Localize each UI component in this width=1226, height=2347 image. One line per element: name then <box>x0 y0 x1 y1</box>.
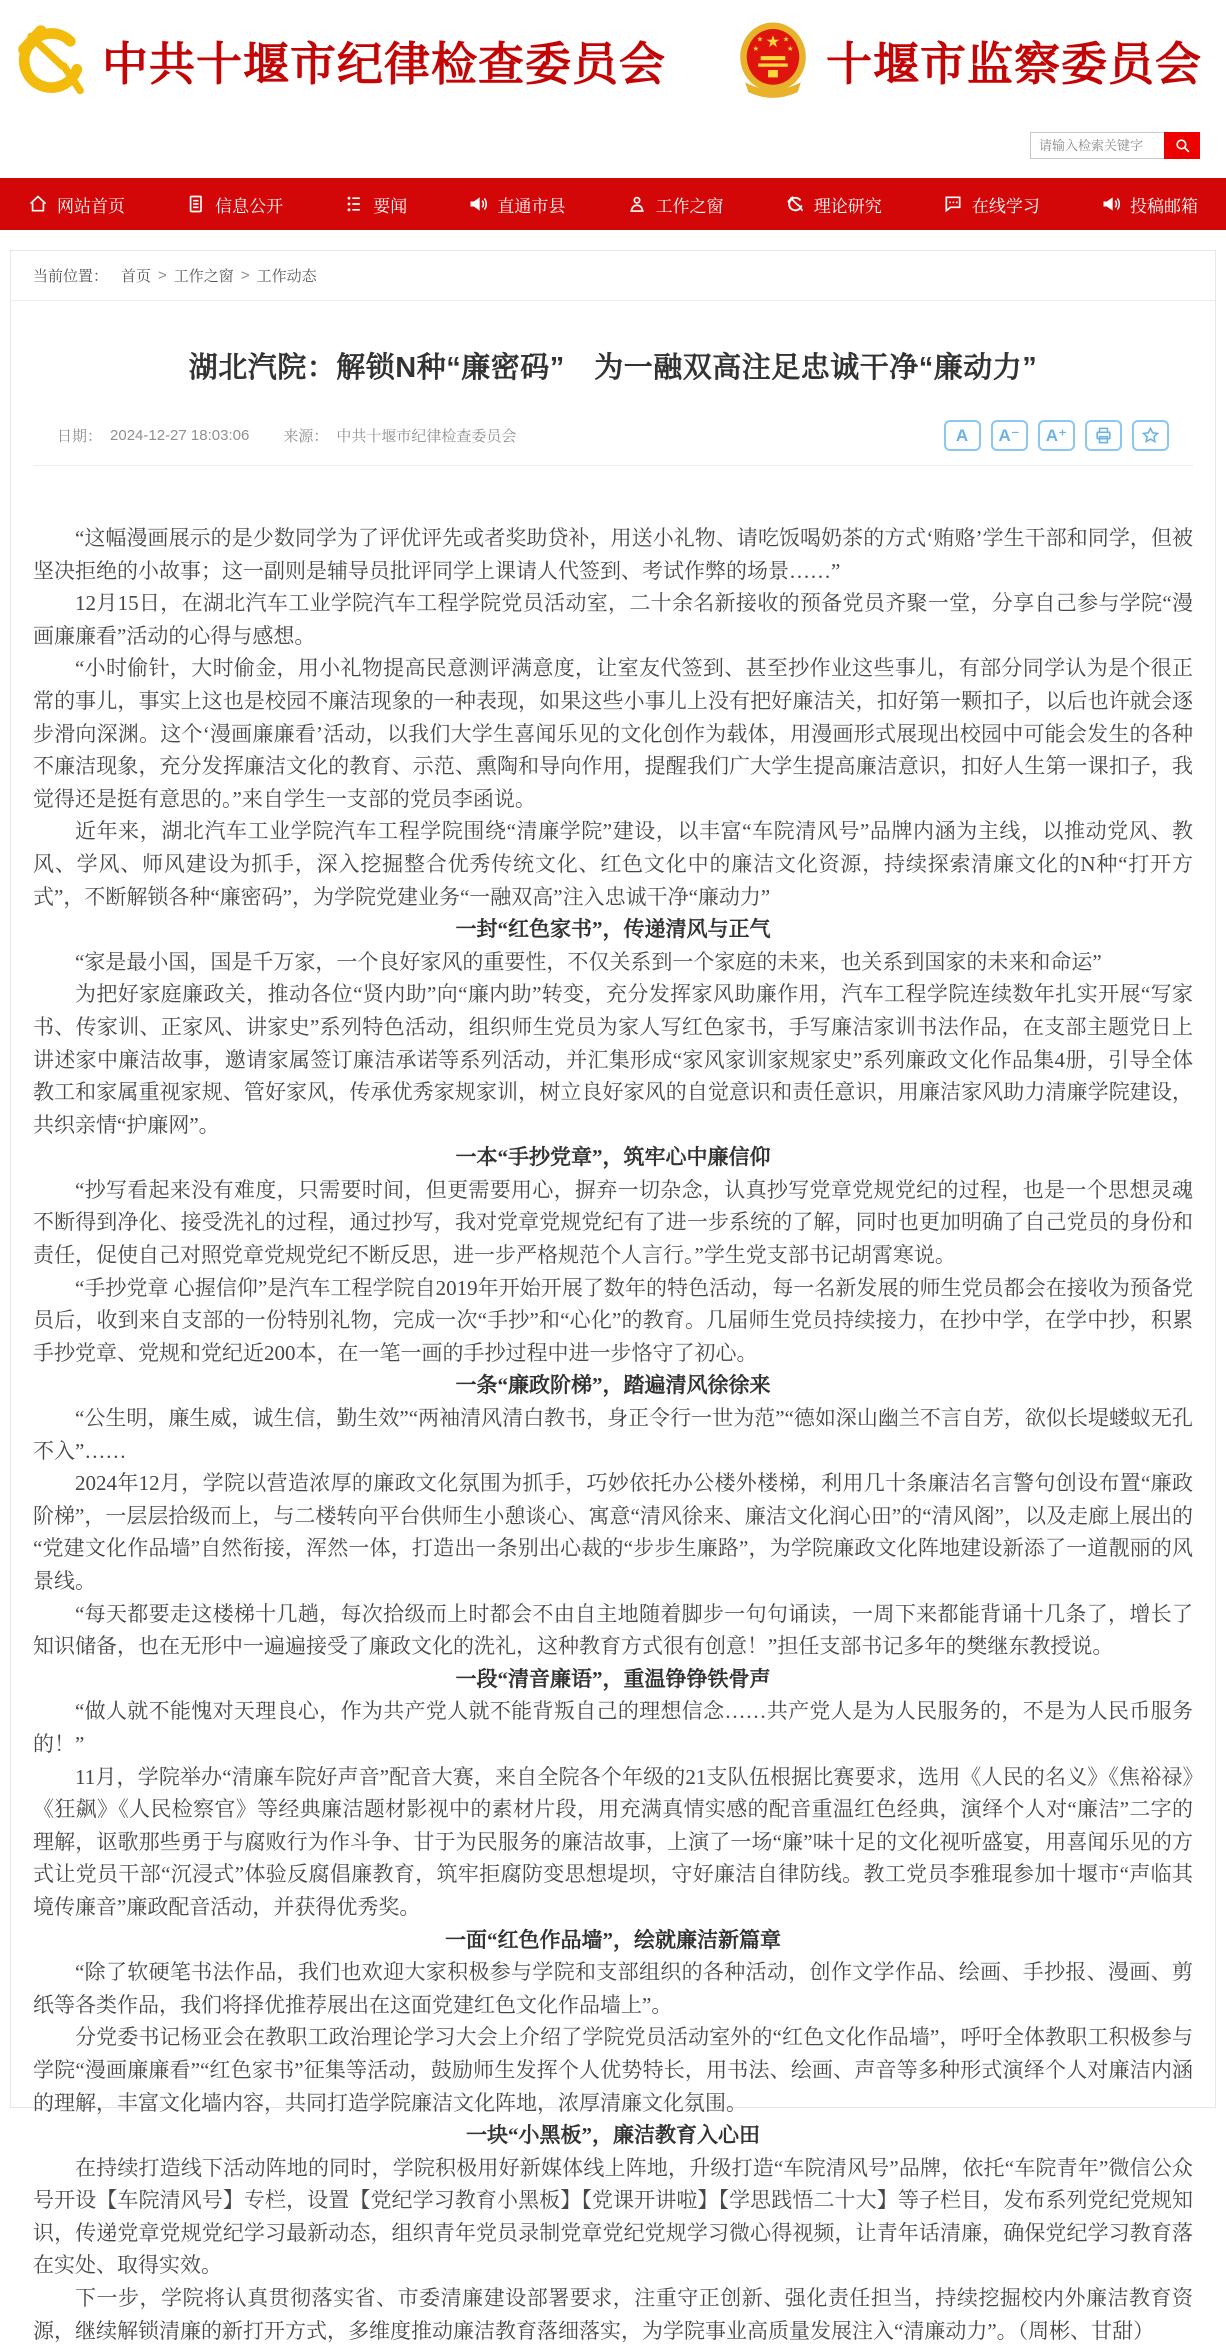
nav-item-online-learning[interactable] <box>943 192 1040 217</box>
nav-item-label: 投稿邮箱 <box>1129 196 1198 216</box>
nav-item-label: 网站首页 <box>57 196 125 216</box>
nav-item-label: 要闻 <box>373 196 408 216</box>
svg-text:★: ★ <box>756 34 764 44</box>
article-paragraph: 12月15日，在湖北汽车工业学院汽车工程学院党员活动室，二十余名新接收的预备党员齐聚一堂，分享自己参与学院“漫画廉廉看”活动的心得与感想。 <box>33 591 1193 648</box>
brand-discipline-commission <box>8 18 666 104</box>
section-heading: 一面“红色作品墙”，绘就廉洁新篇章 <box>445 1927 781 1952</box>
breadcrumb <box>11 251 1215 301</box>
national-emblem-logo <box>732 18 814 104</box>
search-input[interactable] <box>1030 132 1164 159</box>
nav-item-news[interactable] <box>344 192 407 217</box>
article-meta-row <box>33 420 1193 466</box>
source-label: 来源： <box>283 428 329 445</box>
star-icon <box>1141 426 1160 445</box>
nav-item-label: 直通市县 <box>497 196 566 216</box>
article-paragraph: 2024年12月，学院以营造浓厚的廉政文化氛围为抓手，巧妙依托办公楼外楼梯，利用几十条廉洁名言警句创设布置“廉政阶梯”，一层层拾级而上，与二楼转向平台供师生小憩谈心、寓意“清风徐来、廉洁文化润心田”的“清风阁”，以及走廊上展出的“党建文化作品墙”自然衔接，浑然一体，打造出一条别出心裁的“步步生廉路”，为学院廉政文化阵地建设新添了一道靓丽的风景线。 <box>33 1471 1193 1593</box>
main-nav <box>0 178 1226 230</box>
home-icon <box>28 194 48 214</box>
article-paragraph: “公生明，廉生威，诚生信，勤生效”“两袖清风清白教书，身正令行一世为范”“德如深山幽兰不言自芳，欲似长堤蝼蚁无孔不入”…… <box>33 1406 1193 1463</box>
section-heading: 一封“红色家书”，传递清风与正气 <box>455 917 771 942</box>
site-header <box>0 0 1226 178</box>
svg-text:★: ★ <box>752 44 760 54</box>
printer-icon <box>1094 426 1113 445</box>
svg-text:★: ★ <box>786 44 794 54</box>
article-paragraph: “抄写看起来没有难度，只需要时间，但更需要用心，摒弃一切杂念，认真抄写党章党规党纪的过程，也是一个思想灵魂不断得到净化、接受洗礼的过程，通过抄写，我对党章党规党纪有了进一步系统的了解，同时也更加明确了自己党员的身份和责任，促使自己对照党章党规党纪不断反思，进一步严格规范个人言行。”学生党支部书记胡霄寒说。 <box>33 1177 1193 1268</box>
breadcrumb-link[interactable]: 工作动态 <box>256 268 317 285</box>
article-paragraph: 为把好家庭廉政关，推动各位“贤内助”向“廉内助”转变，充分发挥家风助廉作用，汽车工程学院连续数年扎实开展“写家书、传家训、正家风、讲家史”系列特色活动，组织师生党员为家人写红色家书，手写廉洁家训书法作品，在支部主题党日上讲述家中廉洁故事，邀请家属签订廉洁承诺等系列活动，并汇集形成“家风家训家规家史”系列廉政文化作品集4册，引导全体教工和家属重视家规、管好家风，传承优秀家规家训，树立良好家风的自觉意识和责任意识，用廉洁家风助力清廉学院建设，共织亲情“护廉网”。 <box>33 982 1193 1137</box>
nav-item-label: 信息公开 <box>215 196 284 216</box>
article-paragraph: “每天都要走这楼梯十几趟，每次拾级而上时都会不由自主地随着脚步一句句诵读，一周下来都能背诵十几条了，增长了知识储备，也在无形中一遍遍接受了廉政文化的洗礼，这种教育方式很有创意！”担任支部书记多年的樊继东教授说。 <box>33 1601 1193 1659</box>
chat-icon <box>943 194 963 214</box>
megaphone-icon <box>1101 194 1121 214</box>
article-paragraph: 近年来，湖北汽车工业学院汽车工程学院围绕“清廉学院”建设，以丰富“车院清风号”品牌内涵为主线，以推动党风、教风、学风、师风建设为抓手，深入挖掘整合优秀传统文化、红色文化中的廉洁文化资源，持续探索清廉文化的N种“打开方式”，不断解锁各种“廉密码”，为学院党建业务“一融双高”注入忠诚干净“廉动力” <box>33 819 1193 909</box>
search-button[interactable] <box>1164 132 1200 159</box>
article-source: 中共十堰市纪律检查委员会 <box>336 428 517 445</box>
party-emblem-icon <box>785 194 805 214</box>
svg-text:★: ★ <box>782 34 790 44</box>
article-title: 湖北汽院：解锁N种“廉密码” 为一融双高注足忠诚干净“廉动力” <box>188 352 1038 384</box>
nav-item-info-disclosure[interactable] <box>186 192 283 217</box>
document-icon <box>186 194 206 214</box>
breadcrumb-separator: > <box>240 267 250 284</box>
date-label: 日期： <box>57 428 103 445</box>
article-paragraph: “除了软硬笔书法作品，我们也欢迎大家积极参与学院和支部组织的各种活动，创作文学作品、绘画、手抄报、漫画、剪纸等各类作品，我们将择优推荐展出在这面党建红色文化作品墙上”。 <box>33 1960 1193 2017</box>
article-paragraph: 分党委书记杨亚会在教职工政治理论学习大会上介绍了学院党员活动室外的“红色文化作品墙”，呼吁全体教职工积极参与学院“漫画廉廉看”“红色家书”征集等活动，鼓励师生发挥个人优势特长，用书法、绘画、声音等多种形式演绎个人对廉洁内涵的理解，丰富文化墙内容，共同打造学院廉洁文化阵地，浓厚清廉文化氛围。 <box>33 2025 1193 2115</box>
breadcrumb-prefix: 当前位置： <box>33 268 109 285</box>
publish-date: 2024-12-27 18:03:06 <box>110 427 250 444</box>
article-tools <box>944 420 1170 451</box>
search-bar <box>1030 132 1200 159</box>
party-emblem-logo <box>8 18 90 104</box>
section-heading: 一块“小黑板”，廉洁教育入心田 <box>466 2123 760 2148</box>
person-icon <box>627 194 647 214</box>
search-icon <box>1174 137 1191 154</box>
article-paragraph: 在持续打造线下活动阵地的同时，学院积极用好新媒体线上阵地，升级打造“车院清风号”品牌，依托“车院青年”微信公众号开设【车院清风号】专栏，设置【党纪学习教育小黑板】【党课开讲啦】【学思践悟二十大】等子栏目，发布系列党纪党规知识，传递党章党规党纪学习最新动态，组织青年党员录制党章党纪党规学习微心得视频，让青年话清廉，确保党纪学习教育落在实处、取得实效。 <box>33 2155 1193 2278</box>
section-heading: 一条“廉政阶梯”，踏遍清风徐徐来 <box>455 1373 771 1398</box>
font-size-increase-button[interactable]: A⁺ <box>1038 420 1075 451</box>
font-size-default-button[interactable]: A <box>944 420 981 451</box>
article-paragraph: 11月，学院举办“清廉车院好声音”配音大赛，来自全院各个年级的21支队伍根据比赛要求，选用《人民的名义》《焦裕禄》《狂飙》《人民检察官》等经典廉洁题材影视中的素材片段，用充满真情实感的配音重温红色经典，演绎个人对“廉洁”二字的理解，讴歌那些勇于与腐败行为作斗争、甘于为民服务的廉洁故事，上演了一场“廉”味十足的文化视听盛宴，用喜闻乐见的方式让党员干部“沉浸式”体验反腐倡廉教育，筑牢拒腐防变思想堤坝，守好廉洁自律防线。教工党员李雅琨参加十堰市“声临其境传廉音”廉政配音活动，并获得优秀奖。 <box>33 1764 1193 1919</box>
breadcrumb-link[interactable]: 工作之窗 <box>173 268 234 285</box>
nav-item-label: 在线学习 <box>971 196 1040 216</box>
megaphone-icon <box>468 194 488 214</box>
nav-item-label: 工作之窗 <box>655 196 724 216</box>
favorite-button[interactable] <box>1132 420 1169 451</box>
article-paragraph: “做人就不能愧对天理良心，作为共产党人就不能背叛自己的理想信念……共产党人是为人民服务的，不是为人民币服务的！” <box>33 1699 1193 1756</box>
nav-item-home[interactable] <box>28 192 125 217</box>
site-title-discipline-commission: 中共十堰市纪律检查委员会 <box>102 38 666 90</box>
site-title-supervisory-commission: 十堰市监察委员会 <box>826 38 1202 90</box>
brand-supervisory-commission <box>732 18 1202 104</box>
nav-item-theory-research[interactable] <box>785 192 882 217</box>
article-paragraph: “家是最小国，国是千万家，一个良好家风的重要性，不仅关系到一个家庭的未来，也关系到国家的未来和命运” <box>75 949 1102 974</box>
nav-item-work-window[interactable] <box>627 192 724 217</box>
section-heading: 一本“手抄党章”，筑牢心中廉信仰 <box>455 1145 771 1170</box>
content-panel <box>10 250 1216 2343</box>
nav-item-submission-mail[interactable] <box>1101 192 1198 217</box>
section-heading: 一段“清音廉语”，重温铮铮铁骨声 <box>455 1666 771 1691</box>
article-paragraph: 下一步，学院将认真贯彻落实省、市委清廉建设部署要求，注重守正创新、强化责任担当，持续挖掘校内外廉洁教育资源，继续解锁清廉的新打开方式，多维度推动廉洁教育落细落实，为学院事业高质量发展注入“清廉动力”。（周彬、甘甜） <box>33 2286 1193 2343</box>
breadcrumb-link[interactable]: 首页 <box>121 268 152 285</box>
article-paragraph: “这幅漫画展示的是少数同学为了评优评先或者奖助贷补，用送小礼物、请吃饭喝奶茶的方式‘贿赂’学生干部和同学，但被坚决拒绝的小故事；这一副则是辅导员批评同学上课请人代签到、考试作弊的场景……” <box>33 526 1193 583</box>
print-button[interactable] <box>1085 420 1122 451</box>
svg-text:★: ★ <box>765 33 781 52</box>
nav-item-city-county[interactable] <box>468 192 565 217</box>
nav-item-label: 理论研究 <box>813 196 882 216</box>
article-paragraph: “手抄党章 心握信仰”是汽车工程学院自2019年开始开展了数年的特色活动，每一名新发展的师生党员都会在接收为预备党员后，收到来自支部的一份特别礼物，完成一次“手抄”和“心化”的教育。几届师生党员持续接力，在抄中学，在学中抄，积累手抄党章、党规和党纪近200本，在一笔一画的手抄过程中进一步恪守了初心。 <box>33 1275 1193 1365</box>
font-size-decrease-button[interactable]: A⁻ <box>991 420 1028 451</box>
article-body <box>33 522 1193 2347</box>
article-paragraph: “小时偷针，大时偷金，用小礼物提高民意测评满意度，让室友代签到、甚至抄作业这些事儿，有部分同学认为是个很正常的事儿，事实上这也是校园不廉洁现象的一种表现，如果这些小事儿上没有把好廉洁关，扣好第一颗扣子，以后也许就会逐步滑向深渊。这个‘漫画廉廉看’活动，以我们大学生喜闻乐见的文化创作为载体，用漫画形式展现出校园中可能会发生的各种不廉洁现象，充分发挥廉洁文化的教育、示范、熏陶和导向作用，提醒我们广大学生提高廉洁意识，扣好人生第一课扣子，我觉得还是挺有意思的。”来自学生一支部的党员李函说。 <box>33 656 1193 811</box>
breadcrumb-separator: > <box>158 267 167 284</box>
list-icon <box>344 194 364 214</box>
